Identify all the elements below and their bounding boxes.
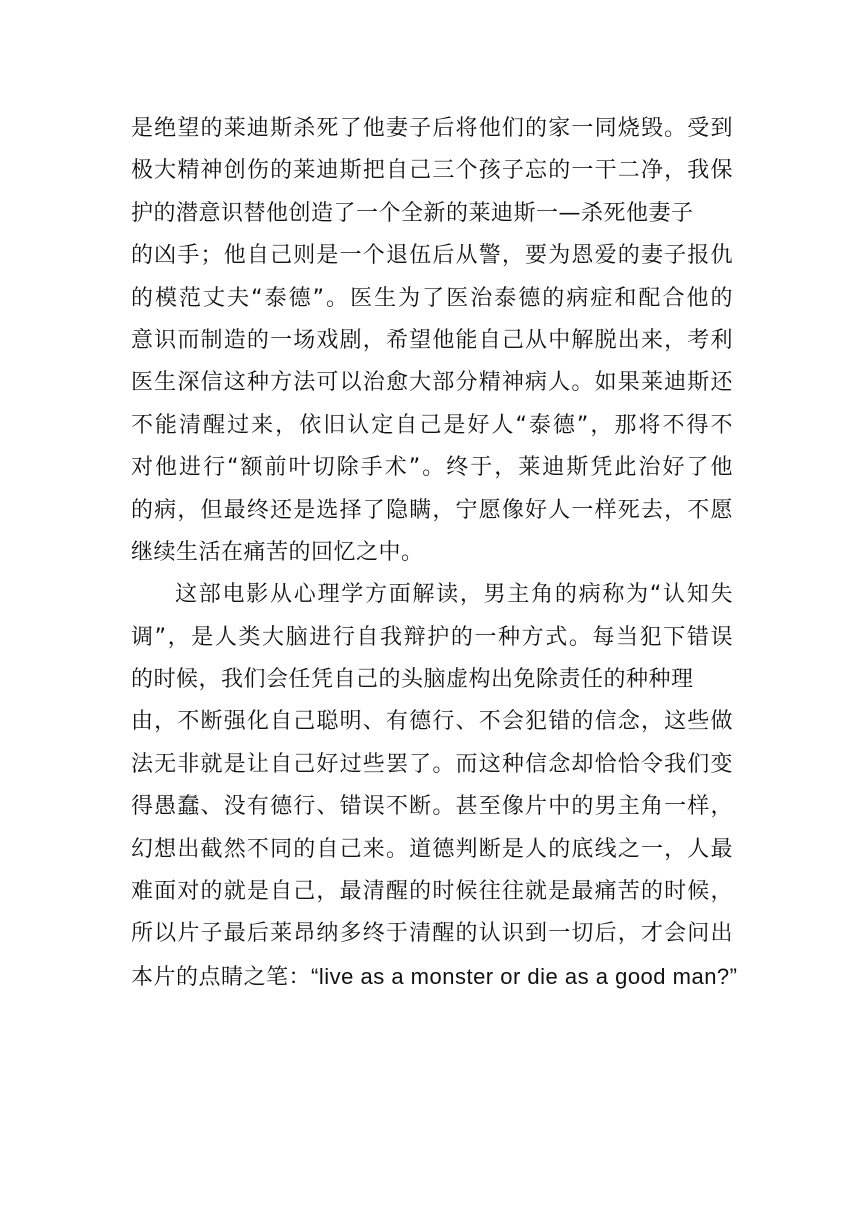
text-line: 护的潜意识替他创造了一个全新的莱迪斯一—杀死他妻子 bbox=[131, 200, 694, 226]
text-line: 法无非就是让自己好过些罢了。而这种信念却恰恰令我们变 bbox=[131, 751, 733, 777]
text-line: 的凶手；他自己则是一个退伍后从警，要为恩爱的妻子报仇 bbox=[131, 243, 733, 269]
text-line: 幻想出截然不同的自己来。道德判断是人的底线之一，人最 bbox=[131, 836, 733, 862]
text-line: 的模范丈夫“泰德”。医生为了医治泰德的病症和配合他的 bbox=[131, 285, 733, 311]
text-line: 继续生活在痛苦的回忆之中。 bbox=[131, 539, 424, 565]
text-line: 是绝望的莱迪斯杀死了他妻子后将他们的家一同烧毁。受到 bbox=[131, 116, 733, 141]
text-line: 意识而制造的一场戏剧，希望他能自己从中解脱出来，考利 bbox=[131, 327, 733, 353]
english-quote: “live as a monster or die as a good man?” bbox=[311, 963, 738, 989]
text-line: 对他进行“额前叶切除手术”。终于，莱迪斯凭此治好了他 bbox=[131, 455, 733, 481]
text-line bbox=[131, 956, 738, 998]
paragraph bbox=[131, 574, 738, 998]
text-line: 这部电影从心理学方面解读，男主角的病称为“认知失 bbox=[175, 582, 733, 608]
paragraph bbox=[131, 108, 733, 574]
text-line: 所以片子最后莱昂纳多终于清醒的认识到一切后，才会问出 bbox=[131, 921, 733, 947]
line-prefix: 本片的点睛之笔： bbox=[131, 964, 312, 990]
text-line: 难面对的就是自己，最清醒的时候往往就是最痛苦的时候， bbox=[131, 879, 733, 905]
text-line: 的时候，我们会任凭自己的头脑虚构出免除责任的种种理 bbox=[131, 667, 694, 693]
text-line: 调”，是人类大脑进行自我辩护的一种方式。每当犯下错误 bbox=[131, 624, 733, 650]
body-text bbox=[131, 108, 738, 998]
text-line: 医生深信这种方法可以治愈大部分精神病人。如果莱迪斯还 bbox=[131, 370, 733, 396]
text-line: 得愚蠢、没有德行、错误不断。甚至像片中的男主角一样， bbox=[131, 794, 733, 820]
text-line: 由，不断强化自己聪明、有德行、不会犯错的信念，这些做 bbox=[131, 709, 733, 735]
text-line: 极大精神创伤的莱迪斯把自己三个孩子忘的一干二净，我保 bbox=[131, 158, 733, 184]
text-line: 的病，但最终还是选择了隐瞒，宁愿像好人一样死去，不愿 bbox=[131, 497, 733, 523]
text-line: 不能清醒过来，依旧认定自己是好人“泰德”，那将不得不 bbox=[131, 412, 733, 438]
